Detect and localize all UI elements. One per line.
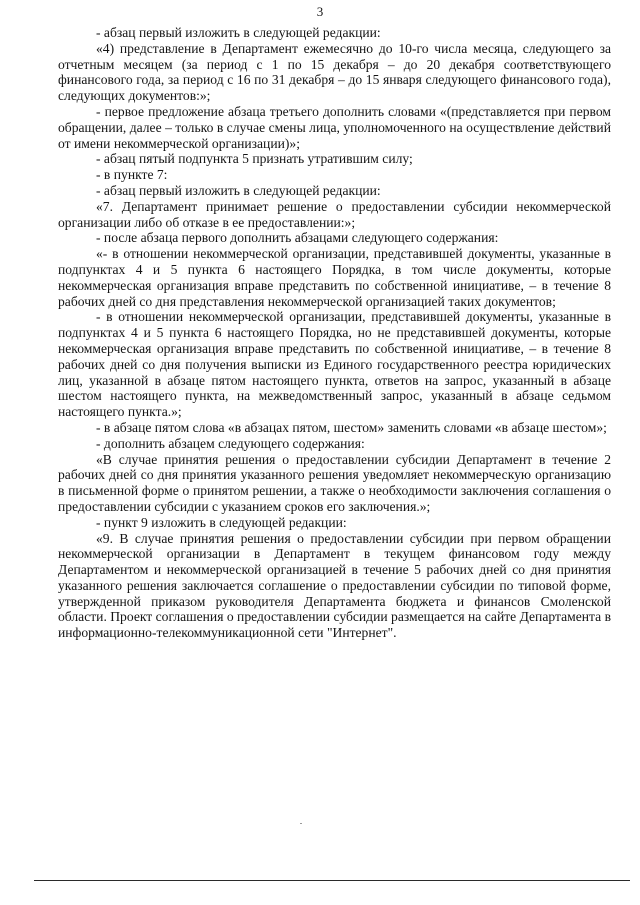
- paragraph: - после абзаца первого дополнить абзацами следующего содержания:: [96, 230, 499, 246]
- paragraph: - в абзаце пятом слова «в абзацах пятом, шестом» заменить словами «в абзаце шестом»;: [96, 419, 607, 435]
- paragraph: «7. Департамент принимает решение о предоставлении субсидии некоммерческой организации либо об отказе в ее предоставлении:»;: [58, 198, 611, 230]
- paragraph: - в пункте 7:: [96, 167, 168, 183]
- paragraph: - первое предложение абзаца третьего дополнить словами «(представляется при первом обращении, далее – только в случае смены лица, уполномоченного на осуществление действий от имени некоммерческой организации)»;: [58, 103, 611, 151]
- paragraph: - дополнить абзацем следующего содержания:: [96, 435, 365, 451]
- paragraph: - абзац первый изложить в следующей редакции:: [96, 182, 381, 198]
- paragraph: - абзац пятый подпункта 5 признать утратившим силу;: [96, 151, 413, 167]
- paragraph: - в отношении некоммерческой организации, представившей документы, указанные в подпунктах 4 и 5 пункта 6 настоящего Порядка, но не представившей документы, которые некоммерческая организация вправе представить по собственной инициативе, – в течение 8 рабочих дней со дня получения выписки из Единого государственного реестра юридических лиц, указанной в абзаце пятом настоящего пункта, ответов на запрос, указанный в абзаце шестом настоящего пункта, на межведомственный запрос, указанный в абзаце седьмом настоящего пункта.»;: [58, 309, 611, 420]
- document-body: [58, 25, 611, 641]
- paragraph: - пункт 9 изложить в следующей редакции:: [96, 514, 347, 530]
- footer-divider: [34, 880, 630, 881]
- paragraph: - абзац первый изложить в следующей редакции:: [96, 25, 381, 40]
- paragraph: «4) представление в Департамент ежемесячно до 10-го числа месяца, следующего за отчетным месяцем (за период с 1 по 15 декабря – до 20 декабря соответствующего финансового года, за период с 16 по 31 декабря – до 15 января следующего финансового года), следующих документов:»;: [58, 40, 611, 104]
- paragraph: «9. В случае принятия решения о предоставлении субсидии при первом обращении некоммерческой организации в Департамент в текущем финансовом году между Департаментом и некоммерческой организацией в течение 5 рабочих дней со дня принятия указанного решения заключается соглашение о предоставлении субсидии по типовой форме, утвержденной приказом руководителя Департамента бюджета и финансов Смоленской области. Проект соглашения о предоставлении субсидии размещается на сайте Департамента в информационно-телекоммуникационной сети "Интернет".: [58, 530, 611, 641]
- paragraph: «В случае принятия решения о предоставлении субсидии Департамент в течение 2 рабочих дней со дня принятия указанного решения уведомляет некоммерческую организацию в письменной форме о принятом решении, а также о необходимости заключения соглашения о предоставлении субсидии с указанием сроков его заключения.»;: [58, 451, 611, 514]
- page-number: 3: [316, 4, 324, 19]
- paragraph: «- в отношении некоммерческой организации, представившей документы, указанные в подпунктах 4 и 5 пункта 6 настоящего Порядка, в том числе документы, которые некоммерческая организация вправе представить по собственной инициативе, – в течение 8 рабочих дней со дня представления некоммерческой организацией таких документов;: [58, 246, 611, 309]
- scan-speck: [300, 823, 302, 824]
